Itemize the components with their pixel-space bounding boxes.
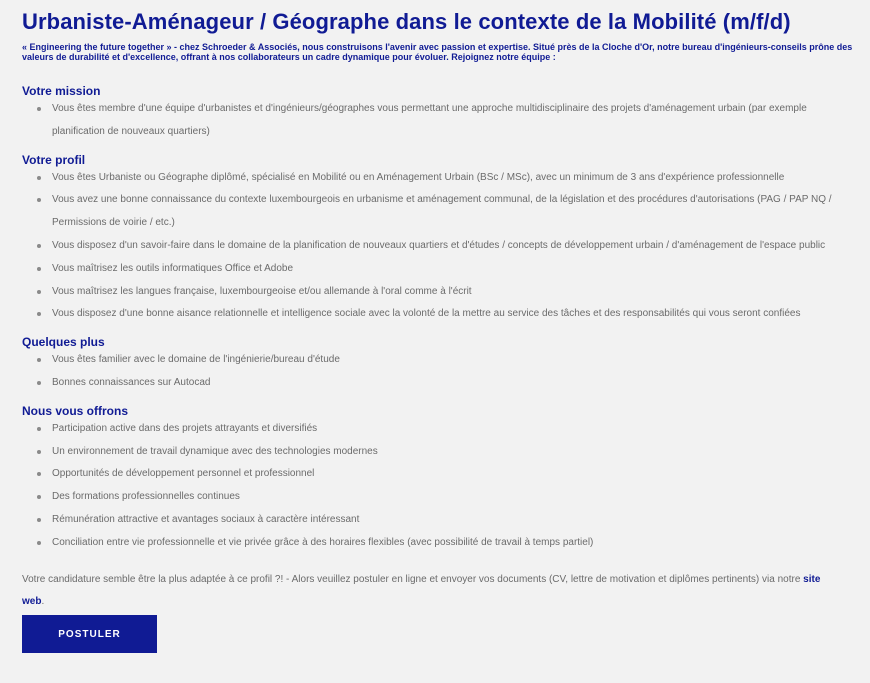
section-extras [22,335,862,395]
bullet-list [22,98,862,144]
website-link[interactable]: site web [22,573,821,608]
apply-button[interactable]: POSTULER [22,615,157,653]
bullet-list [22,167,862,327]
list-item: Vous disposez d'un savoir-faire dans le domaine de la planification de nouveaux quartiers et d'études / concepts de développement urbain / d'aménagement de l'espace public [52,235,862,258]
list-item: Vous êtes familier avec le domaine de l'ingénierie/bureau d'étude [52,349,862,372]
closing-paragraph [22,569,842,615]
page-title: Urbaniste-Aménageur / Géographe dans le contexte de la Mobilité (m/f/d) [22,9,791,34]
section-heading: Votre profil [22,152,86,167]
section-offer [22,404,862,555]
section-profile [22,153,862,327]
list-item: Conciliation entre vie professionnelle et vie privée grâce à des horaires flexibles (avec possibilité de travail à temps partiel) [52,532,862,555]
section-heading: Votre mission [22,84,101,98]
closing-text: Votre candidature semble être la plus adaptée à ce profil ?! - Alors veuillez postuler en ligne et envoyer vos documents (CV, lettre de motivation et diplômes pertinents) via notre [22,573,804,585]
list-item: Des formations professionnelles continues [52,486,862,509]
list-item: Vous avez une bonne connaissance du contexte luxembourgeois en urbanisme et aménagement communal, de la législation et des procédures d'autorisations (PAG / PAP NQ / Permissions de voirie / etc.) [52,189,862,235]
section-heading: Quelques plus [22,335,105,350]
section-heading: Nous vous offrons [22,403,129,418]
section-mission [22,84,862,144]
bullet-list [22,349,862,395]
list-item: Un environnement de travail dynamique avec des technologies modernes [52,441,862,464]
list-item: Vous êtes membre d'une équipe d'urbanistes et d'ingénieurs/géographes vous permettant une approche multidisciplinaire des projets d'aménagement urbain (par exemple planification de nouveaux quartiers) [52,98,862,144]
intro-text: « Engineering the future together » - chez Schroeder & Associés, nous construisons l'avenir avec passion et expertise. Situé près de la Cloche d'Or, notre bureau d'ingénieurs-conseils prône des valeurs de durabilité et d'excellence, offrant à nos collaborateurs un cadre dynamique pour évoluer. Rejoignez notre équipe : [22,42,853,62]
list-item: Vous êtes Urbaniste ou Géographe diplômé, spécialisé en Mobilité ou en Aménagement Urbain (BSc / MSc), avec un minimum de 3 ans d'expérience professionnelle [52,167,862,190]
list-item: Rémunération attractive et avantages sociaux à caractère intéressant [52,509,862,532]
closing-suffix: . [41,596,45,608]
list-item: Vous maîtrisez les outils informatiques Office et Adobe [52,258,862,281]
list-item: Vous maîtrisez les langues française, luxembourgeoise et/ou allemande à l'oral comme à l'écrit [52,281,862,304]
list-item: Bonnes connaissances sur Autocad [52,372,862,395]
list-item: Vous disposez d'une bonne aisance relationnelle et intelligence sociale avec la volonté de la mettre au service des tâches et des responsabilités qui vous seront confiées [52,303,862,326]
bullet-list [22,418,862,555]
job-posting [22,8,862,653]
list-item: Participation active dans des projets attrayants et diversifiés [52,418,862,441]
list-item: Opportunités de développement personnel et professionnel [52,463,862,486]
